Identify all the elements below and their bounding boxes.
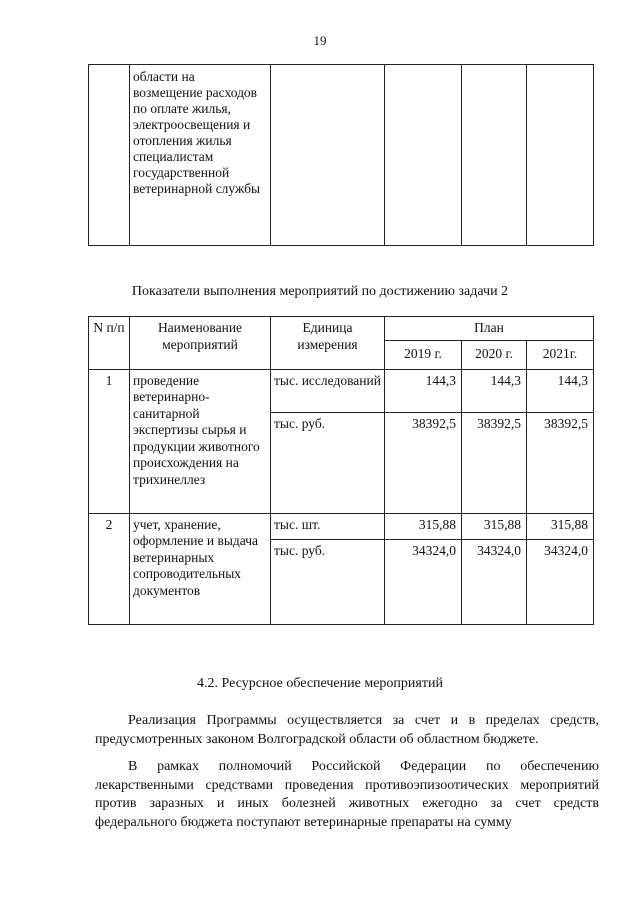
row-number: 2 <box>89 513 130 624</box>
value-2021: 38392,5 <box>527 412 594 513</box>
value-2021: 144,3 <box>527 369 594 412</box>
activity-name: проведение ветеринарно-санитарной экспертизы сырья и продукции животного происхождения на трихинеллез <box>130 369 271 513</box>
value-2019: 144,3 <box>385 369 462 412</box>
header-year-2021: 2021г. <box>527 340 594 369</box>
value-2019: 38392,5 <box>385 412 462 513</box>
section-heading: 4.2. Ресурсное обеспечение мероприятий <box>197 676 443 691</box>
header-year-2020: 2020 г. <box>462 340 527 369</box>
table-row <box>89 513 594 539</box>
unit-cell: тыс. руб. <box>271 539 385 624</box>
table-cell <box>462 65 527 246</box>
continued-activity-cell: области на возмещение расходов по оплате жилья, электроосвещения и отопления жилья специалистам государственной ветеринарной службы <box>130 65 271 246</box>
value-2019: 34324,0 <box>385 539 462 624</box>
table-cell <box>527 65 594 246</box>
header-plan: План <box>385 317 594 341</box>
page-number: 19 <box>313 33 327 48</box>
value-2020: 315,88 <box>462 513 527 539</box>
header-row <box>89 317 594 341</box>
paragraph: В рамках полномочий Российской Федерации по обеспечению лекарственными средствами проведения противоэпизоотических мероприятий против заразных и иных болезней животных ежегодно за счет средств федерального бюджета поступают ветеринарные препараты на сумму <box>95 759 599 830</box>
table-row <box>89 65 594 246</box>
value-2021: 315,88 <box>527 513 594 539</box>
indicators-table <box>88 316 594 625</box>
table-cell <box>89 65 130 246</box>
unit-cell: тыс. руб. <box>271 412 385 513</box>
header-activity: Наименование мероприятий <box>130 317 271 370</box>
row-number: 1 <box>89 369 130 513</box>
header-unit: Единица измерения <box>271 317 385 370</box>
table-row <box>89 369 594 412</box>
table-cell <box>385 65 462 246</box>
paragraph: Реализация Программы осуществляется за счет и в пределах средств, предусмотренных законом Волгоградской области об областном бюджете. <box>95 713 599 747</box>
table-caption: Показатели выполнения мероприятий по достижению задачи 2 <box>131 284 509 299</box>
activity-name: учет, хранение, оформление и выдача ветеринарных сопроводительных документов <box>130 513 271 624</box>
unit-cell: тыс. шт. <box>271 513 385 539</box>
value-2021: 34324,0 <box>527 539 594 624</box>
header-year-2019: 2019 г. <box>385 340 462 369</box>
value-2020: 144,3 <box>462 369 527 412</box>
value-2020: 38392,5 <box>462 412 527 513</box>
value-2019: 315,88 <box>385 513 462 539</box>
table-cell <box>271 65 385 246</box>
value-2020: 34324,0 <box>462 539 527 624</box>
continued-table <box>88 64 594 246</box>
header-number: N п/п <box>89 317 130 370</box>
unit-cell: тыс. исследований <box>271 369 385 412</box>
